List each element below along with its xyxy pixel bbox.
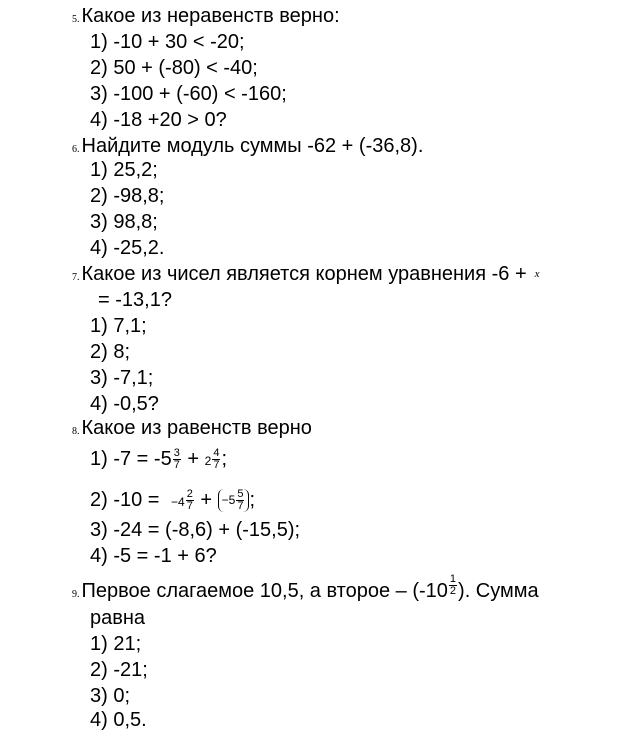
answer-option: 4) -25,2.	[90, 237, 165, 259]
answer-option: 3) -24 = (-8,6) + (-15,5);	[90, 519, 301, 541]
answer-option: 2) -21;	[90, 659, 148, 681]
mixed-whole: 2	[204, 454, 212, 468]
answer-option: 3) -100 + (-60) < -160;	[90, 83, 287, 105]
question-number: 8.	[72, 426, 80, 437]
equation-lhs: 2) -10 =	[90, 489, 160, 511]
question-text-continued: равна	[90, 607, 146, 629]
fraction: $\frac{2}{7}$	[186, 488, 193, 513]
question-number: 6.	[72, 144, 80, 155]
answer-option: 1) -10 + 30 < -20;	[90, 31, 245, 53]
equation-lhs: 1) -7 = -5	[90, 448, 172, 470]
question-text: Какое из неравенств верно:	[81, 5, 340, 27]
question-number: 7.	[72, 272, 80, 283]
mixed-whole: −4	[171, 495, 185, 509]
plus-sign: +	[200, 489, 213, 511]
answer-option: 3) -7,1;	[90, 367, 154, 389]
question-7-title	[72, 263, 540, 289]
answer-option-1: 1) -7 = -5 $\frac{3}{7}$ + 2 $\frac{4}{7}$ ;	[90, 447, 228, 472]
answer-option: 1) 25,2;	[90, 159, 158, 181]
question-text: Найдите модуль суммы -62 + (-36,8).	[81, 135, 424, 157]
question-number: 5.	[72, 14, 80, 25]
parenthesized-term: −5 $\frac{5}{7}$	[218, 489, 250, 512]
question-text-end: ). Сумма	[458, 580, 539, 602]
answer-option: 4) -5 = -1 + 6?	[90, 545, 217, 567]
question-text: Какое из равенств верно	[81, 417, 312, 439]
answer-option: 4) 0,5.	[90, 709, 147, 731]
answer-option: 3) 0;	[90, 685, 131, 707]
answer-option-2: 2) -10 = −4 $\frac{2}{7}$ + −5 $\frac{5}{7}$ ;	[90, 488, 256, 513]
fraction: $\frac{1}{2}$	[449, 573, 457, 597]
question-6-title	[72, 135, 423, 161]
answer-option: 4) -18 +20 > 0?	[90, 109, 227, 131]
variable-x: x	[534, 268, 540, 280]
question-5-title	[72, 5, 340, 31]
question-8-title	[72, 417, 312, 443]
question-text-continued: = -13,1?	[98, 289, 172, 311]
question-number: 9.	[72, 589, 80, 600]
fraction: $\frac{3}{7}$	[173, 447, 180, 472]
plus-sign: +	[187, 448, 200, 470]
answer-option: 2) 50 + (-80) < -40;	[90, 57, 258, 79]
answer-option: 2) 8;	[90, 341, 131, 363]
answer-option: 1) 7,1;	[90, 315, 147, 337]
answer-option: 2) -98,8;	[90, 185, 165, 207]
answer-option: 3) 98,8;	[90, 211, 158, 233]
fraction: $\frac{4}{7}$	[213, 447, 220, 472]
question-text: Какое из чисел является корнем уравнения -6 +	[81, 263, 527, 285]
question-text: Первое слагаемое 10,5, а второе – (-10	[81, 580, 448, 602]
answer-option: 4) -0,5?	[90, 393, 159, 415]
answer-option: 1) 21;	[90, 633, 142, 655]
question-9-title	[72, 573, 539, 606]
